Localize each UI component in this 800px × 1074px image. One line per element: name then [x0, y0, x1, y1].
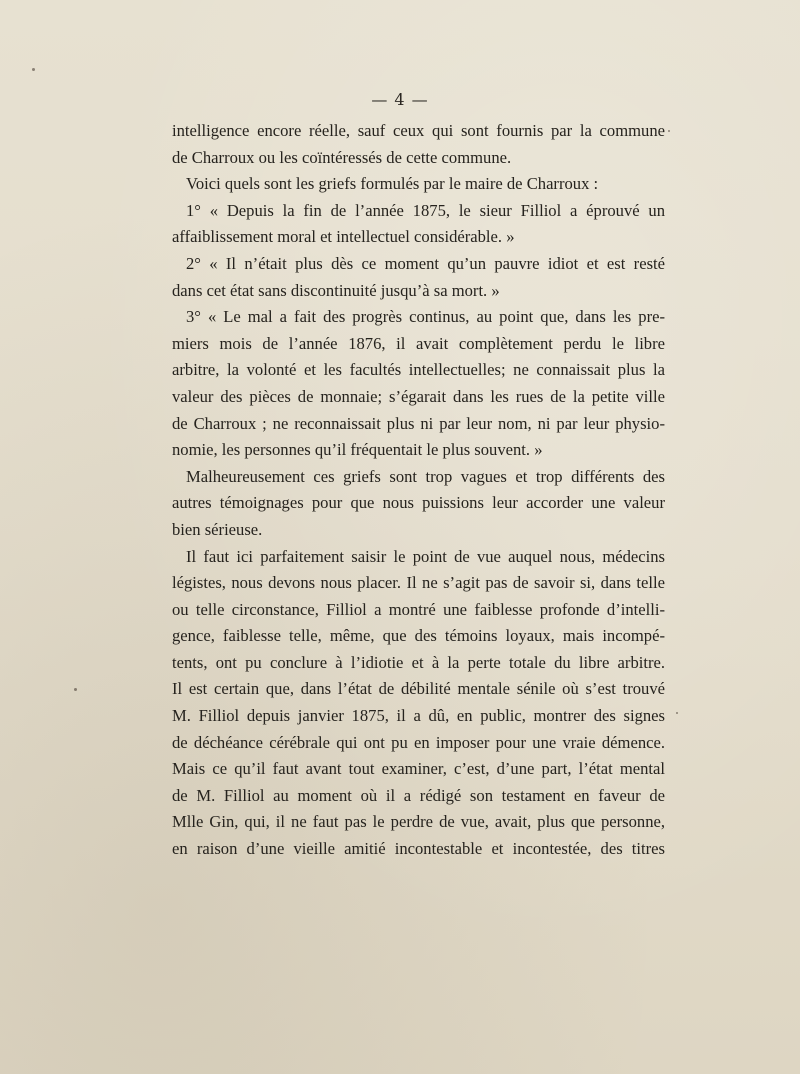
- paper-speck: [676, 712, 678, 714]
- text-line: autres témoignages pour que nous puissions leur accorder une valeur: [172, 493, 665, 513]
- page-number: — 4 —: [371, 90, 429, 109]
- text-line: Il est certain que, dans l’état de débilité mentale sénile où s’est trouvé: [172, 679, 665, 699]
- text-line: 1° « Depuis la fin de l’année 1875, le sieur Filliol a éprouvé un: [186, 200, 665, 220]
- text-line: Mlle Gin, qui, il ne faut pas le perdre de vue, avait, plus que personne,: [172, 812, 665, 832]
- text-line: dans cet état sans discontinuité jusqu’à sa mort. »: [172, 280, 500, 300]
- text-line: Il faut ici parfaitement saisir le point de vue auquel nous, médecins: [186, 546, 665, 566]
- text-line: ou telle circonstance, Filliol a montré une faiblesse profonde d’intelli-: [172, 599, 665, 619]
- text-line: Mais ce qu’il faut avant tout examiner, c’est, d’une part, l’état mental: [172, 759, 665, 779]
- text-line: M. Filliol depuis janvier 1875, il a dû, en public, montrer des signes: [172, 706, 665, 726]
- text-line: nomie, les personnes qu’il fréquentait le plus souvent. »: [172, 440, 543, 460]
- text-line: en raison d’une vieille amitié incontestable et incontestée, des titres: [172, 839, 665, 859]
- paper-speck: [32, 68, 35, 71]
- text-line: de déchéance cérébrale qui ont pu en imposer pour une vraie démence.: [172, 732, 665, 752]
- text-line: 2° « Il n’était plus dès ce moment qu’un pauvre idiot et est resté: [186, 253, 665, 273]
- text-line: de Charroux ; ne reconnaissait plus ni par leur nom, ni par leur physio-: [172, 413, 665, 433]
- text-line: gence, faiblesse telle, même, que des témoins loyaux, mais incompé-: [172, 626, 665, 646]
- text-line: légistes, nous devons nous placer. Il ne s’agit pas de savoir si, dans telle: [172, 573, 665, 593]
- text-line: intelligence encore réelle, sauf ceux qui sont fournis par la commune: [172, 121, 665, 140]
- text-line: affaiblissement moral et intellectuel considérable. »: [172, 227, 515, 247]
- text-line: 3° « Le mal a fait des progrès continus, au point que, dans les pre-: [186, 307, 665, 327]
- text-line: Voici quels sont les griefs formulés par le maire de Charroux :: [186, 174, 599, 194]
- body-text: [172, 118, 665, 863]
- text-line: miers mois de l’année 1876, il avait complètement perdu le libre: [172, 333, 665, 353]
- text-line: Malheureusement ces griefs sont trop vagues et trop différents des: [186, 466, 665, 486]
- text-line: arbitre, la volonté et les facultés intellectuelles; ne connaissait plus la: [172, 360, 665, 380]
- text-line: bien sérieuse.: [172, 519, 263, 539]
- paper-speck: [668, 130, 670, 132]
- text-line: de Charroux ou les coïntéressés de cette commune.: [172, 147, 512, 167]
- paper-speck: [74, 688, 77, 691]
- text-line: tents, ont pu conclure à l’idiotie et à la perte totale du libre arbitre.: [172, 652, 665, 672]
- text-line: de M. Filliol au moment où il a rédigé son testament en faveur de: [172, 785, 665, 805]
- text-line: valeur des pièces de monnaie; s’égarait dans les rues de la petite ville: [172, 386, 665, 406]
